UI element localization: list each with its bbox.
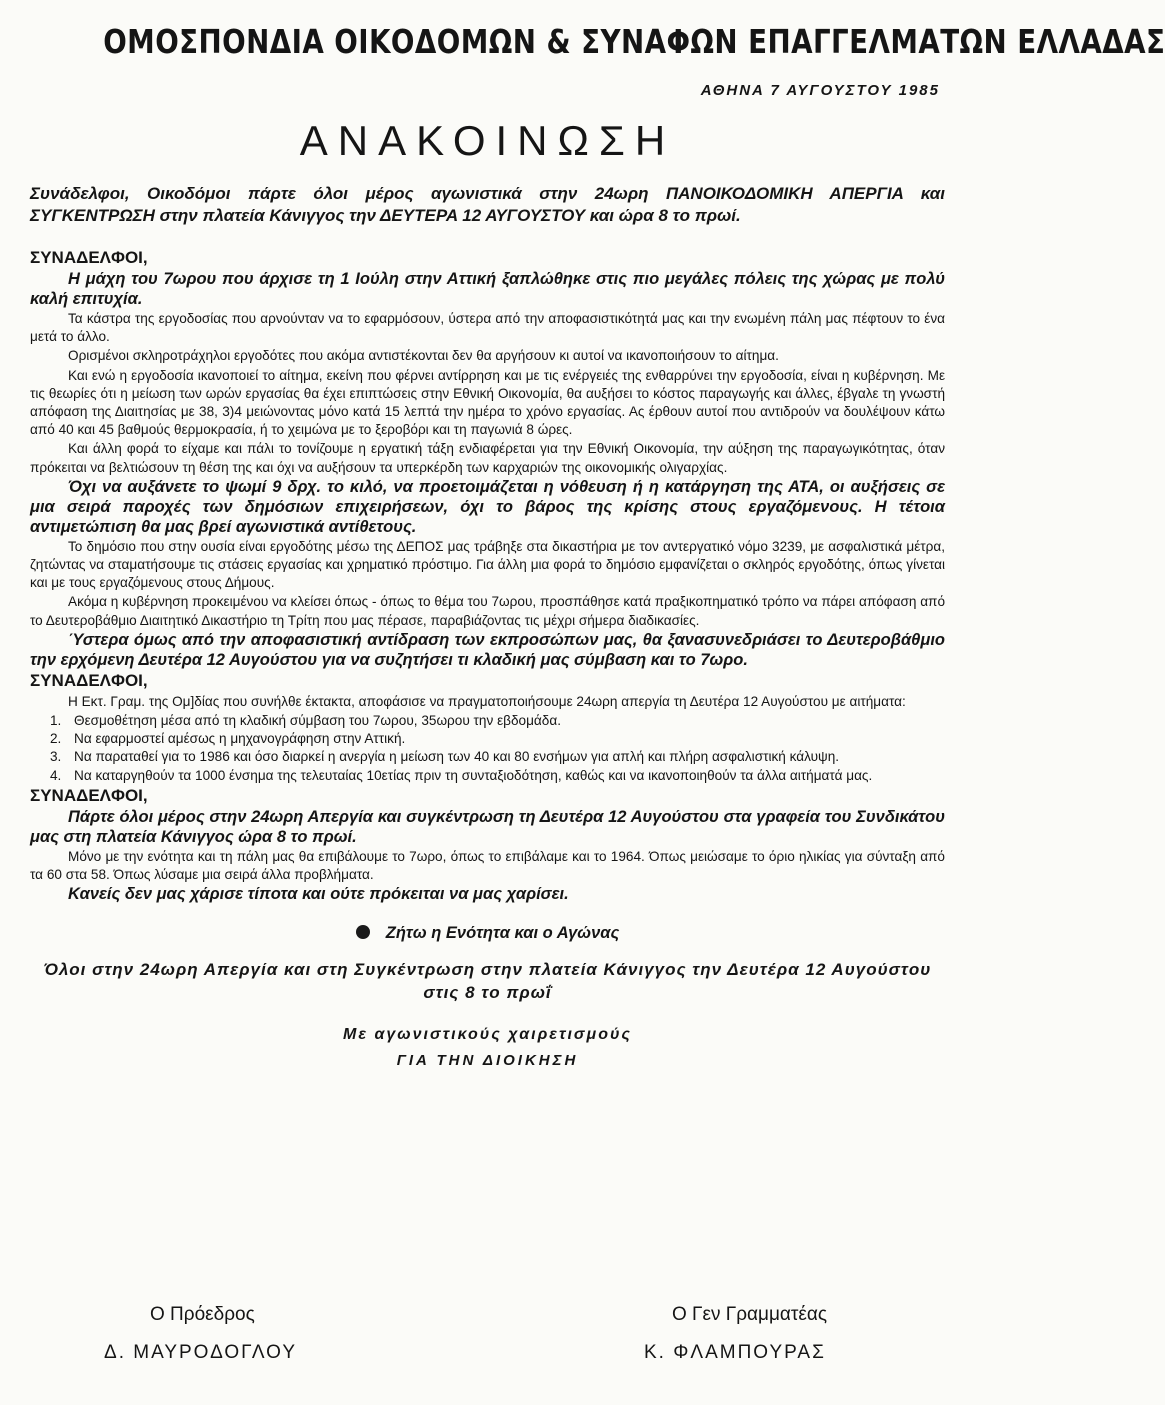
demand-text: Θεσμοθέτηση μέσα από τη κλαδική σύμβαση του 7ωρου, 35ωρου την εβδομάδα. — [74, 713, 561, 729]
body-paragraph-8: Μόνο με την ενότητα και τη πάλη μας θα επιβάλουμε το 7ωρο, όπως το επιβάλαμε και το 1964. Όπως μειώσαμε το όριο ηλικίας για σύνταξη από τα 60 στα 58. Όπως λύσαμε μια σειρά άλλα προβλήματα. — [30, 848, 945, 883]
demand-text: Να καταργηθούν τα 1000 ένσημα της τελευταίας 10ετίας πριν τη συνταξιοδότηση, καθώς και να ικανοποιηθούν τα άλλα αιτήματά μας. — [74, 767, 873, 783]
greeting: Με αγωνιστικούς χαιρετισμούς — [343, 1026, 632, 1044]
secretary-role: Ο Γεν Γραμματέας — [672, 1304, 828, 1325]
demand-number: 1. — [50, 713, 62, 729]
announcement-title: ΑΝΑΚΟΙΝΩΣΗ — [299, 117, 676, 164]
body-paragraph-5: Το δημόσιο που στην ουσία είναι εργοδότης μέσω της ΔΕΠΟΣ μας τράβηξε στα δικαστήρια με τον αντεργατικό νόμο 3239, με ασφαλιστικά μέτρα, ζητώντας να σταματήσουμε τις στάσεις εργασίας και χρηματικό πρόστιμο. Για άλλη μια φορά το δημόσιο εμφανίζεται ο σκληρός εργοδότης, όπως γίνεται και με τους εργαζόμενους στους Δήμους. — [30, 538, 945, 591]
demand-text: Να παραταθεί για το 1986 και όσο διαρκεί η ανεργία η μείωση των 40 και 80 ενσήμων για απλή και πλήρη ασφαλιστική κάλυψη. — [74, 749, 840, 765]
section-heading-2: ΣΥΝΑΔΕΛΦΟΙ, — [30, 670, 148, 690]
list-item — [30, 767, 945, 785]
board-line: ΓΙΑ ΤΗΝ ΔΙΟΙΚΗΣΗ — [396, 1052, 579, 1070]
slogan-strike: Όλοι στην 24ωρη Απεργία και στη Συγκέντρωση στην πλατεία Κάνιγγος την Δευτέρα 12 Αυγούστου στις 8 το πρωΐ — [43, 960, 932, 1003]
date-line: ΑΘΗΝΑ 7 ΑΥΓΟΥΣΤΟΥ 1985 — [700, 82, 940, 99]
president-role: Ο Πρόεδρος — [150, 1304, 255, 1325]
list-item — [30, 712, 945, 730]
signature-secretary — [644, 1304, 827, 1364]
slogan-unity — [30, 922, 945, 944]
body-paragraph-3: Και ενώ η εργοδοσία ικανοποιεί το αίτημα, εκείνη που φέρνει αντίρρηση και με τις ενέργειές της ενθαρρύνει την εργοδοσία, είναι η κυβέρνηση. Με τις θεωρίες ότι η μείωση των ωρών εργασίας θα έχει επιπτώσεις στην Εθνική Οικονομία, θα αυξήσει το κόστος παραγωγής και άλλες, έβγαλε τη γνωστή απόφαση της Διαιτησίας με 38, 3)4 μειώνοντας μόνο κατά 15 λεπτά την ημέρα το χρόνο εργασίας. Ας έρθουν αυτοί που αντιδρούν να δουλέψουν κάτω από 40 και 45 βαθμούς θερμοκρασία, ή το χειμώνα με το ξεροβόρι και τη παγωνιά 8 ώρες. — [30, 367, 945, 438]
demand-number: 2. — [50, 731, 62, 747]
signature-president — [104, 1304, 297, 1364]
list-item — [30, 748, 945, 766]
body-paragraph-4: Και άλλη φορά το είχαμε και πάλι το τονίζουμε η εργατική τάξη ενδιαφέρεται για την Εθνική Οικονομία, την αύξηση της παραγωγικότητας, όταν πρόκειται να βελτιώσουν τη θέση της και όχι να αυξήσουν τα υπερκέρδη των καρχαριών της οικονομικής ολιγαρχίας. — [30, 441, 945, 475]
body-paragraph-1: Τα κάστρα της εργοδοσίας που αρνούνταν να το εφαρμόσουν, ύστερα από την αποφασιστικότητά μας και την ενωμένη πάλη μας πέφτουν το ένα μετά το άλλο. — [30, 311, 945, 345]
bold-paragraph-3: Ύστερα όμως από την αποφασιστική αντίδραση των εκπροσώπων μας, θα ξανασυνεδριάσει το Δευτεροβάθμιο την ερχόμενη Δευτέρα 12 Αυγούστου για να συζητήσει τι κλαδική μας σύμβαση και το 7ωρο. — [30, 630, 945, 669]
list-item — [30, 730, 945, 748]
bold-paragraph-4: Πάρτε όλοι μέρος στην 24ωρη Απεργία και συγκέντρωση τη Δευτέρα 12 Αυγούστου στα γραφεία του Συνδικάτου μας στη πλατεία Κάνιγγος ώρα 8 το πρωί. — [30, 807, 945, 846]
bold-paragraph-5: Κανείς δεν μας χάρισε τίποτα και ούτε πρόκειται να μας χαρίσει. — [68, 885, 569, 904]
body-paragraph-7: Η Εκτ. Γραμ. της Ομ]δίας που συνήλθε έκτακτα, αποφάσισε να πραγματοποιήσουμε 24ωρη απεργία τη Δευτέρα 12 Αυγούστου με αιτήματα: — [68, 693, 906, 709]
bullet-icon — [356, 925, 370, 939]
bold-paragraph-2: Όχι να αυξάνετε το ψωμί 9 δρχ. το κιλό, να προετοιμάζεται η νόθευση ή η κατάργηση της ΑΤΑ, οι αυξήσεις σε μια σειρά παροχές των δημόσιων επιχειρήσεων, όχι το βάρος της κρίσης στους εργαζόμενους. Η τέτοια αντιμετώπιση θα μας βρεί αγωνιστικά αντίθετους. — [30, 477, 945, 536]
organization-name: ΟΜΟΣΠΟΝΔΙΑ ΟΙΚΟΔΟΜΩΝ & ΣΥΝΑΦΩΝ ΕΠΑΓΓΕΛΜΑΤΩΝ ΕΛΛΑΔΑΣ — [103, 22, 1165, 61]
intro-paragraph: Συνάδελφοι, Οικοδόμοι πάρτε όλοι μέρος αγωνιστικά στην 24ωρη ΠΑΝΟΙΚΟΔΟΜΙΚΗ ΑΠΕΡΓΙΑ και ΣΥΓΚΕΝΤΡΩΣΗ στην πλατεία Κάνιγγος την ΔΕΥΤΕΡΑ 12 ΑΥΓΟΥΣΤΟΥ και ώρα 8 το πρωί. — [30, 184, 945, 225]
demand-text: Να εφαρμοστεί αμέσως η μηχανογράφηση στην Αττική. — [74, 731, 406, 747]
slogan-unity-text: Ζήτω η Ενότητα και ο Αγώνας — [385, 924, 620, 943]
body-paragraph-6: Ακόμα η κυβέρνηση προκειμένου να κλείσει όπως - όπως το θέμα του 7ωρου, προσπάθησε κατά πραξικοπηματικό τρόπο να πάρει απόφαση από το Δευτεροβάθμιο Διαιτητικό Δικαστήριο τη Τρίτη που μας πέρασε, παραβιάζοντας τις μέχρι σήμερα διαδικασίες. — [30, 594, 945, 628]
president-name: Δ. ΜΑΥΡΟΔΟΓΛΟΥ — [104, 1342, 297, 1363]
demand-number: 4. — [50, 767, 62, 783]
demand-number: 3. — [50, 749, 62, 765]
lead-paragraph: Η μάχη του 7ωρου που άρχισε τη 1 Ιούλη στην Αττική ξαπλώθηκε στις πιο μεγάλες πόλεις της χώρας με πολύ καλή επιτυχία. — [30, 270, 945, 308]
body-paragraph-2: Ορισμένοι σκληροτράχηλοι εργοδότες που ακόμα αντιστέκονται δεν θα αργήσουν κι αυτοί να ικανοποιήσουν το αίτημα. — [68, 348, 779, 364]
demands-list — [30, 712, 945, 785]
section-heading-3: ΣΥΝΑΔΕΛΦΟΙ, — [30, 785, 148, 805]
section-heading-1: ΣΥΝΑΔΕΛΦΟΙ, — [30, 248, 148, 267]
secretary-name: Κ. ΦΛΑΜΠΟΥΡΑΣ — [644, 1342, 826, 1363]
